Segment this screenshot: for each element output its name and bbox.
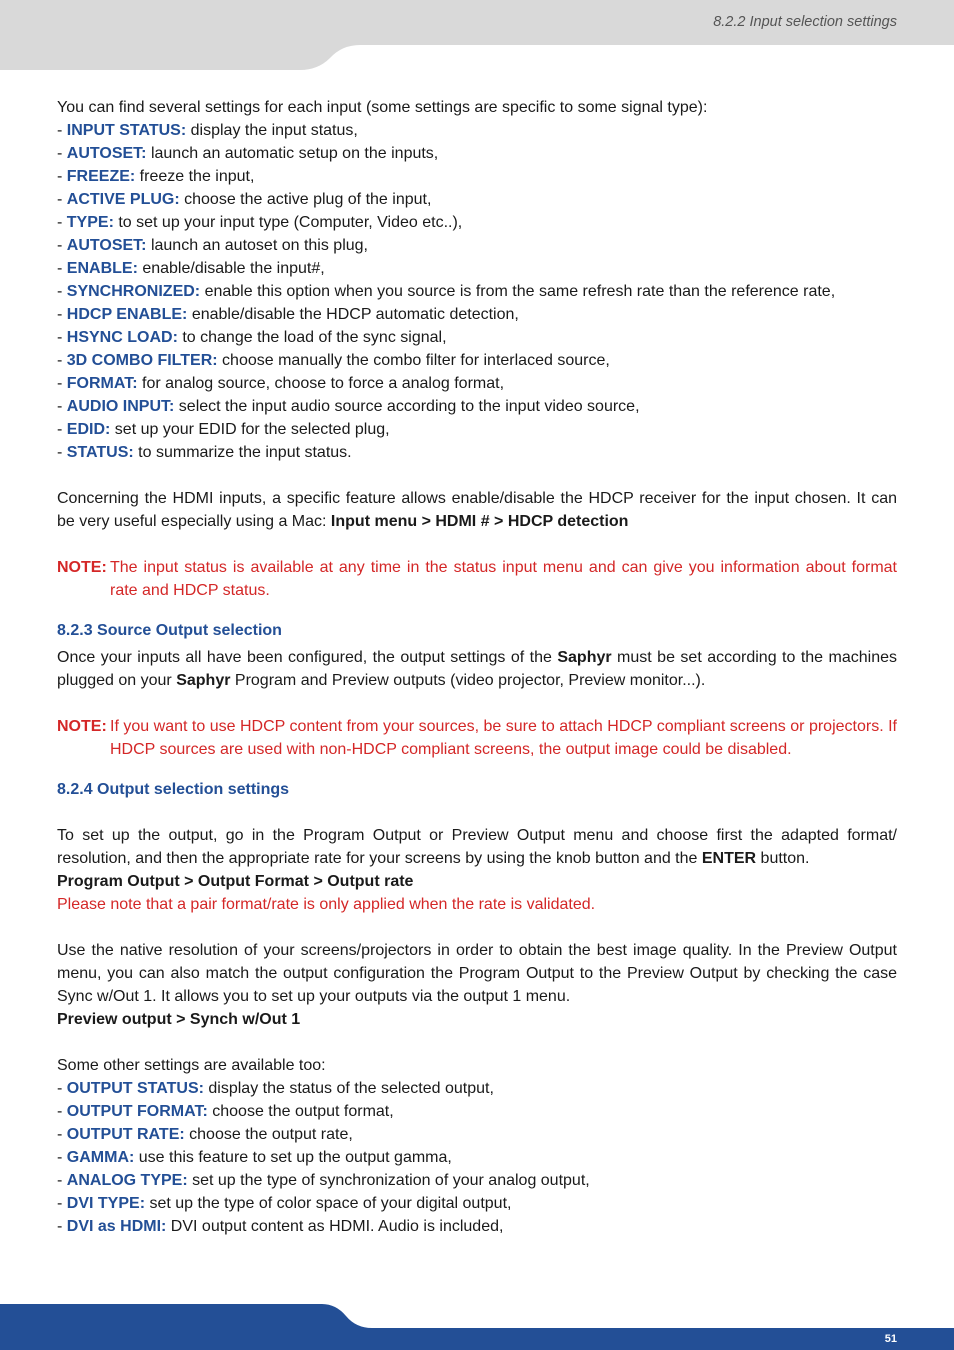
setting-name: ACTIVE PLUG: xyxy=(66,191,180,208)
input-setting-item xyxy=(57,257,897,280)
list-dash: - xyxy=(57,421,67,438)
footer-band xyxy=(0,1304,954,1350)
setting-description: freeze the input, xyxy=(135,168,255,185)
setting-description: enable/disable the HDCP automatic detection, xyxy=(187,306,519,323)
output-settings-list xyxy=(57,1077,897,1238)
setting-description: to set up your input type (Computer, Video etc..), xyxy=(113,214,463,231)
setting-name: DVI as HDMI: xyxy=(66,1218,167,1235)
setting-description: enable/disable the input#, xyxy=(137,260,325,277)
setting-name: 3D COMBO FILTER: xyxy=(66,352,218,369)
note-input-status xyxy=(57,556,897,602)
list-dash: - xyxy=(57,1149,67,1166)
setting-name: STATUS: xyxy=(66,444,134,461)
setting-name: GAMMA: xyxy=(66,1149,135,1166)
menu-path: Preview output > Synch w/Out 1 xyxy=(57,1011,301,1028)
output-setting-item xyxy=(57,1100,897,1123)
setting-name: OUTPUT RATE: xyxy=(66,1126,185,1143)
list-dash: - xyxy=(57,375,67,392)
output-setting-item xyxy=(57,1146,897,1169)
input-setting-item xyxy=(57,165,897,188)
validation-note: Please note that a pair format/rate is only applied when the rate is validated. xyxy=(57,896,596,913)
list-dash: - xyxy=(57,444,67,461)
input-setting-item xyxy=(57,142,897,165)
output-setting-item xyxy=(57,1215,897,1238)
setting-name: ENABLE: xyxy=(66,260,138,277)
setting-name: OUTPUT FORMAT: xyxy=(66,1103,208,1120)
note-label: NOTE: xyxy=(57,559,107,576)
setting-description: display the status of the selected output, xyxy=(203,1080,494,1097)
list-dash: - xyxy=(57,214,67,231)
hdmi-paragraph: Concerning the HDMI inputs, a specific feature allows enable/disable the HDCP receiver for the input chosen. It can be very useful especially using a Mac: Input menu > HDMI # > HDCP detection xyxy=(57,490,897,530)
setting-description: choose the output rate, xyxy=(184,1126,353,1143)
setting-description: choose manually the combo filter for interlaced source, xyxy=(217,352,610,369)
note-label: NOTE: xyxy=(57,718,107,735)
output-setting-item xyxy=(57,1192,897,1215)
list-dash: - xyxy=(57,1195,67,1212)
input-setting-item xyxy=(57,211,897,234)
output-setting-item xyxy=(57,1077,897,1100)
input-setting-item xyxy=(57,303,897,326)
setting-description: set up your EDID for the selected plug, xyxy=(110,421,390,438)
setting-name: AUTOSET: xyxy=(66,237,147,254)
setting-name: EDID: xyxy=(66,421,111,438)
setting-description: to summarize the input status. xyxy=(133,444,352,461)
input-setting-item xyxy=(57,441,897,464)
setting-name: HSYNC LOAD: xyxy=(66,329,178,346)
list-dash: - xyxy=(57,145,67,162)
note-text: The input status is available at any time in the status input menu and can give you information about format rate and HDCP status. xyxy=(110,559,897,599)
brand-name: Saphyr xyxy=(176,672,231,689)
list-dash: - xyxy=(57,1218,67,1235)
setting-description: set up the type of color space of your digital output, xyxy=(145,1195,512,1212)
menu-path: Input menu > HDMI # > HDCP detection xyxy=(330,513,629,530)
intro-text: You can find several settings for each input (some settings are specific to some signal type): xyxy=(57,99,708,116)
list-dash: - xyxy=(57,306,67,323)
setting-name: INPUT STATUS: xyxy=(66,122,187,139)
output-setup-paragraph: To set up the output, go in the Program Output or Preview Output menu and choose first the adapted format/ resolution, and then the appropriate rate for your screens by using the knob button and the ENTER button. xyxy=(57,827,897,867)
list-dash: - xyxy=(57,168,67,185)
setting-name: DVI TYPE: xyxy=(66,1195,146,1212)
list-dash: - xyxy=(57,283,67,300)
list-dash: - xyxy=(57,352,67,369)
setting-description: use this feature to set up the output gamma, xyxy=(134,1149,452,1166)
setting-name: HDCP ENABLE: xyxy=(66,306,188,323)
list-dash: - xyxy=(57,398,67,415)
setting-description: select the input audio source according to the input video source, xyxy=(174,398,640,415)
input-setting-item xyxy=(57,188,897,211)
setting-description: choose the active plug of the input, xyxy=(179,191,432,208)
list-dash: - xyxy=(57,1103,67,1120)
section-heading-8-2-3: 8.2.3 Source Output selection xyxy=(57,622,282,639)
setting-description: set up the type of synchronization of your analog output, xyxy=(187,1172,590,1189)
input-setting-item xyxy=(57,234,897,257)
list-dash: - xyxy=(57,1126,67,1143)
source-output-paragraph: Once your inputs all have been configured, the output settings of the Saphyr must be set according to the machines plugged on your Saphyr Program and Preview outputs (video projector, Preview monitor...). xyxy=(57,649,897,689)
brand-name: Saphyr xyxy=(557,649,612,666)
input-setting-item xyxy=(57,395,897,418)
page-content xyxy=(57,96,897,1238)
output-setting-item xyxy=(57,1169,897,1192)
menu-path: Program Output > Output Format > Output rate xyxy=(57,873,414,890)
setting-description: display the input status, xyxy=(186,122,358,139)
setting-description: enable this option when you source is from the same refresh rate than the reference rate, xyxy=(200,283,836,300)
native-resolution-paragraph: Use the native resolution of your screens/projectors in order to obtain the best image quality. In the Preview Output menu, you can also match the output configuration the Program Output to the Preview Output by checking the case Sync w/Out 1. It allows you to set up your outputs via the output 1 menu. xyxy=(57,942,897,1005)
input-setting-item xyxy=(57,418,897,441)
output-setting-item xyxy=(57,1123,897,1146)
setting-name: SYNCHRONIZED: xyxy=(66,283,201,300)
header-title: 8.2.2 Input selection settings xyxy=(713,14,897,30)
setting-description: choose the output format, xyxy=(207,1103,394,1120)
input-setting-item xyxy=(57,349,897,372)
section-heading-8-2-4: 8.2.4 Output selection settings xyxy=(57,781,290,798)
setting-name: ANALOG TYPE: xyxy=(66,1172,188,1189)
setting-description: launch an automatic setup on the inputs, xyxy=(146,145,439,162)
setting-name: FREEZE: xyxy=(66,168,136,185)
list-dash: - xyxy=(57,237,67,254)
setting-description: to change the load of the sync signal, xyxy=(177,329,447,346)
setting-description: for analog source, choose to force a analog format, xyxy=(137,375,505,392)
list-dash: - xyxy=(57,260,67,277)
input-setting-item xyxy=(57,119,897,142)
setting-description: launch an autoset on this plug, xyxy=(146,237,368,254)
list-dash: - xyxy=(57,122,67,139)
input-setting-item xyxy=(57,280,897,303)
header-band xyxy=(0,0,954,70)
enter-key: ENTER xyxy=(701,850,757,867)
note-text: If you want to use HDCP content from your sources, be sure to attach HDCP compliant screens or projectors. If HDCP sources are used with non-HDCP compliant screens, the output image could be disabled. xyxy=(110,718,897,758)
note-hdcp xyxy=(57,715,897,761)
setting-name: OUTPUT STATUS: xyxy=(66,1080,204,1097)
list-dash: - xyxy=(57,329,67,346)
setting-name: TYPE: xyxy=(66,214,114,231)
setting-name: AUDIO INPUT: xyxy=(66,398,175,415)
input-setting-item xyxy=(57,372,897,395)
list-dash: - xyxy=(57,191,67,208)
input-settings-list xyxy=(57,119,897,464)
page-number: 51 xyxy=(884,1333,897,1345)
other-settings-intro: Some other settings are available too: xyxy=(57,1057,326,1074)
setting-description: DVI output content as HDMI. Audio is included, xyxy=(166,1218,504,1235)
setting-name: AUTOSET: xyxy=(66,145,147,162)
setting-name: FORMAT: xyxy=(66,375,138,392)
input-setting-item xyxy=(57,326,897,349)
list-dash: - xyxy=(57,1172,67,1189)
list-dash: - xyxy=(57,1080,67,1097)
